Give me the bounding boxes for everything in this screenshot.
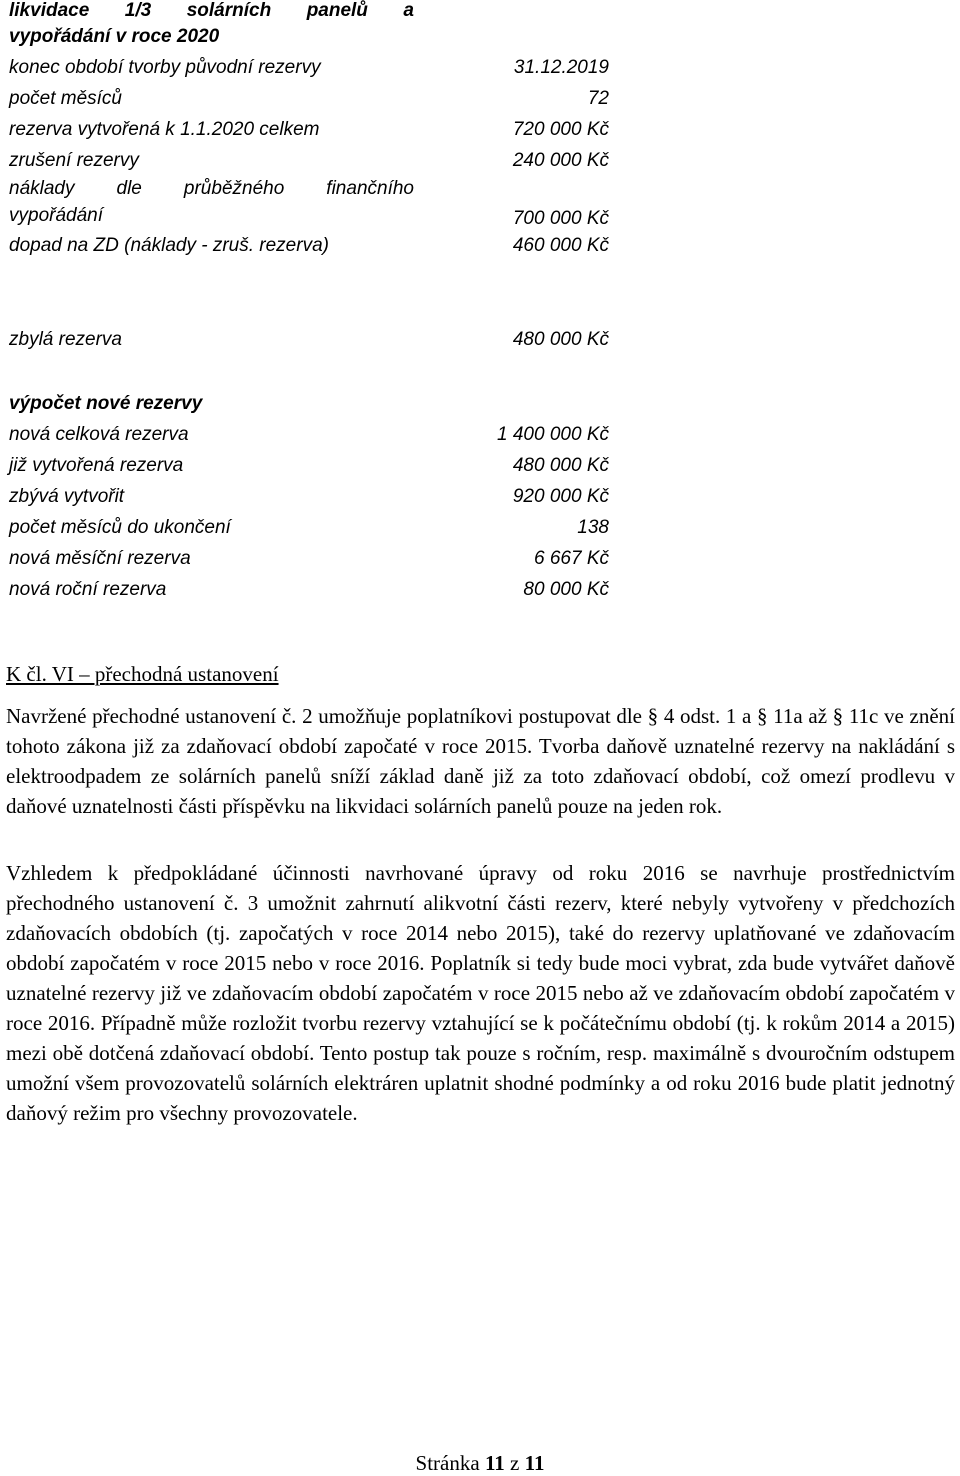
- row-value: 1 400 000 Kč: [497, 424, 609, 445]
- row-label: nová roční rezerva: [9, 579, 167, 600]
- row-value: 480 000 Kč: [512, 455, 609, 476]
- footer-prefix: Stránka: [415, 1451, 480, 1475]
- row-label: nová měsíční rezerva: [9, 548, 191, 569]
- row-label: konec období tvorby původní rezervy: [9, 57, 321, 78]
- row-value: 480 000 Kč: [512, 329, 609, 350]
- liquidation-title-row2: [9, 21, 609, 52]
- row-label: počet měsíců: [9, 88, 122, 109]
- table-row: [9, 114, 609, 145]
- row-value: 72: [587, 88, 609, 109]
- row-label: počet měsíců do ukončení: [9, 517, 231, 538]
- paragraph-transitional-3: Vzhledem k předpokládané účinnosti navrhované úpravy od roku 2016 se navrhuje prostřednictvím přechodného ustanovení č. 3 umožnit zahrnutí alikvotní části rezerv, které nebyly vytvořeny v předchozích zdaňovacích obdobích (tj. započatých v roce 2014 nebo 2015), také do rezervy uplatňované ve zdaňovacím období započatém v roce 2015 nebo v roce 2016. Poplatník si tedy bude moci vybrat, zda bude vytvářet daňově uznatelné rezervy již ve zdaňovacím období započatém v roce 2015 nebo až ve zdaňovacím období započatém v roce 2016. Případně může rozložit tvorbu rezervy vztahující se k počátečnímu období (tj. k rokům 2014 a 2015) mezi obě dotčená zdaňovací období. Tento postup tak pouze s ročním, resp. maximálně s dvouročním odstupem umožní všem provozovatelů solárních elektráren uplatnit shodné podmínky a od roku 2016 bude platit jednotný daňový režim pro všechny provozovatele.: [6, 861, 955, 1125]
- liquidation-title-line1: likvidace 1/3 solárních panelů a: [9, 0, 414, 21]
- table-row: [9, 512, 609, 543]
- row-value: 700 000 Kč: [512, 208, 609, 229]
- row-label: zbývá vytvořit: [9, 486, 125, 507]
- footer-page-total: 11: [524, 1451, 545, 1475]
- row-value: 720 000 Kč: [512, 119, 609, 140]
- paragraph-transitional-2: Navržené přechodné ustanovení č. 2 umožňuje poplatníkovi postupovat dle § 4 odst. 1 a § 11a až § 11c ve znění tohoto zákona již za zdaňovací období započaté v roce 2015. Tvorba daňově uznatelné rezervy na nakládání s elektroodpadem ze solárních panelů sníží základ daně již za toto zdaňovací období, což omezí prodlevu v daňové uznatelnosti části příspěvku na likvidaci solárních panelů pouze na jeden rok.: [6, 704, 955, 818]
- row-value: 920 000 Kč: [512, 486, 609, 507]
- table-row: [9, 543, 609, 574]
- table-row: [9, 145, 609, 176]
- row-label: náklady dle průběžného finančního: [9, 178, 414, 199]
- new-reserve-block: [9, 388, 609, 605]
- row-value: 460 000 Kč: [512, 235, 609, 256]
- table-row: [9, 176, 609, 202]
- table-row: [9, 419, 609, 450]
- row-label: dopad na ZD (náklady - zruš. rezerva): [9, 235, 329, 256]
- table-row: [9, 574, 609, 605]
- footer-page-number: 11: [484, 1451, 505, 1475]
- row-value: 6 667 Kč: [534, 548, 609, 569]
- table-row: [9, 83, 609, 114]
- new-reserve-title-row: [9, 388, 609, 419]
- table-row: [9, 230, 609, 261]
- table-row: [9, 202, 609, 230]
- row-label: nová celková rezerva: [9, 424, 189, 445]
- row-label: vypořádání: [9, 205, 104, 226]
- row-label: zrušení rezervy: [9, 150, 139, 171]
- row-label: zbylá rezerva: [9, 329, 122, 350]
- table-row: [9, 52, 609, 83]
- row-value: 240 000 Kč: [512, 150, 609, 171]
- row-label: již vytvořená rezerva: [9, 455, 184, 476]
- row-value: 31.12.2019: [513, 57, 609, 78]
- table-row: [9, 481, 609, 512]
- remaining-reserve: [9, 324, 609, 355]
- page-footer: [0, 1451, 960, 1476]
- footer-separator: z: [510, 1451, 520, 1475]
- section-heading: K čl. VI – přechodná ustanovení: [6, 662, 279, 686]
- table-row: [9, 450, 609, 481]
- row-value: 80 000 Kč: [523, 579, 609, 600]
- new-reserve-title: výpočet nové rezervy: [9, 393, 203, 414]
- liquidation-block: [9, 0, 609, 261]
- table-row: [9, 324, 609, 355]
- row-value: 138: [577, 517, 609, 538]
- row-label: rezerva vytvořená k 1.1.2020 celkem: [9, 119, 320, 140]
- liquidation-title-line2: vypořádání v roce 2020: [9, 26, 220, 47]
